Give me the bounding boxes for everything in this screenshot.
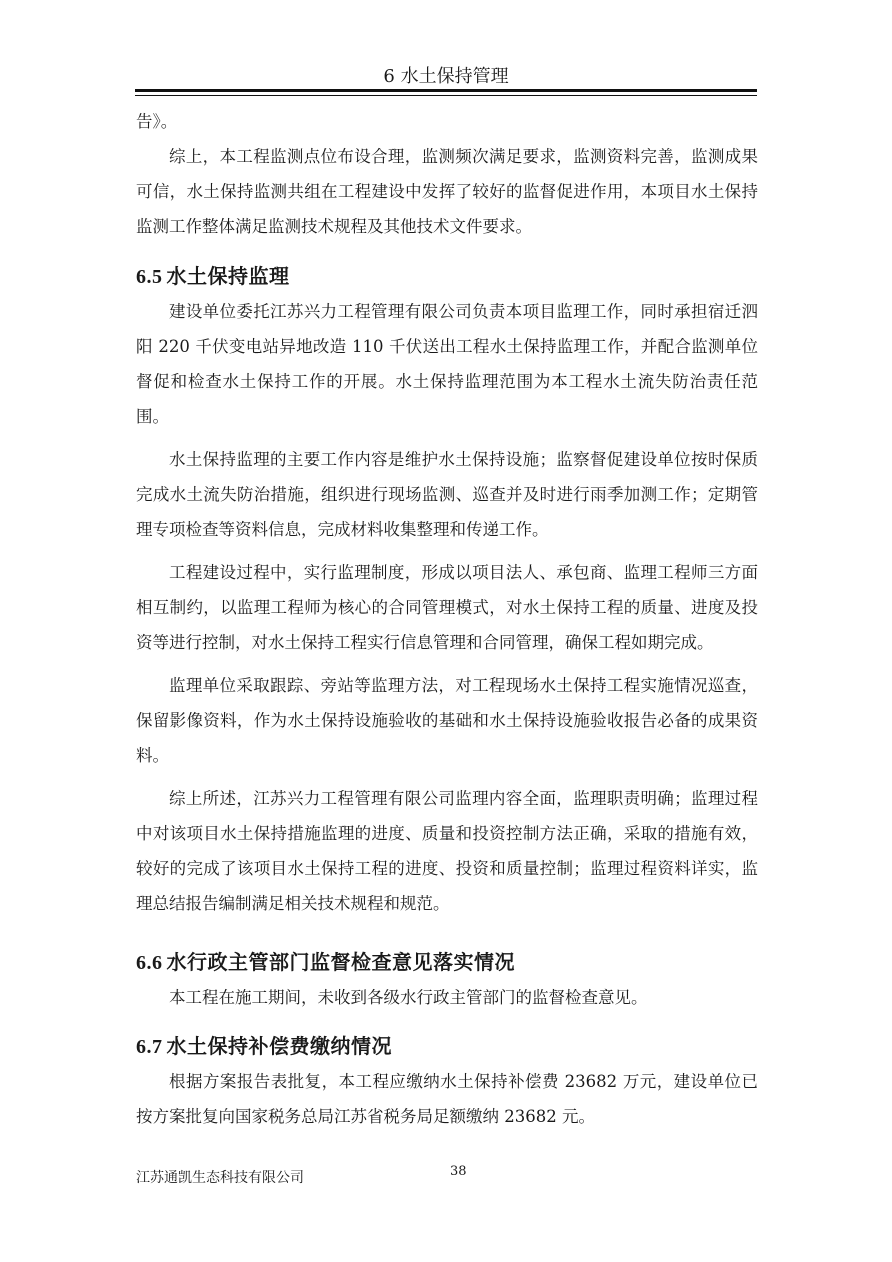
section-heading-6-5	[136, 259, 758, 294]
summary-paragraph: 综上，本工程监测点位布设合理，监测频次满足要求，监测资料完善，监测成果可信，水土保持监测共组在工程建设中发挥了较好的监督促进作用，本项目水土保持监测工作整体满足监测技术规程及其他技术文件要求。	[136, 147, 758, 236]
section-title: 水土保持监理	[166, 264, 290, 288]
body-paragraph: 水土保持监理的主要工作内容是维护水土保持设施；监察督促建设单位按时保质完成水土流失防治措施，组织进行现场监测、巡查并及时进行雨季加测工作；定期管理专项检查等资料信息，完成材料收集整理和传递工作。	[136, 450, 758, 539]
running-header: 6 水土保持管理	[383, 66, 509, 87]
page-body	[136, 104, 758, 1134]
section-title: 水行政主管部门监督检查意见落实情况	[166, 950, 515, 974]
body-paragraph: 工程建设过程中，实行监理制度，形成以项目法人、承包商、监理工程师三方面相互制约，以监理工程师为核心的合同管理模式，对水土保持工程的质量、进度及投资等进行控制，对水土保持工程实行信息管理和合同管理，确保工程如期完成。	[136, 563, 758, 652]
section-number: 6.7	[136, 1036, 163, 1058]
section-heading-6-7	[136, 1029, 758, 1064]
footer-company-name: 江苏通凯生态科技有限公司	[136, 1170, 304, 1186]
body-paragraph: 综上所述，江苏兴力工程管理有限公司监理内容全面，监理职责明确；监理过程中对该项目水土保持措施监理的进度、质量和投资控制方法正确，采取的措施有效，较好的完成了该项目水土保持工程的进度、投资和质量控制；监理过程资料详实，监理总结报告编制满足相关技术规程和规范。	[136, 789, 758, 913]
body-paragraph: 监理单位采取跟踪、旁站等监理方法，对工程现场水土保持工程实施情况巡查，保留影像资料，作为水土保持设施验收的基础和水土保持设施验收报告必备的成果资料。	[136, 676, 758, 765]
body-paragraph: 根据方案报告表批复，本工程应缴纳水土保持补偿费 23682 万元，建设单位已按方案批复向国家税务总局江苏省税务局足额缴纳 23682 元。	[136, 1072, 758, 1126]
page-footer	[136, 1164, 757, 1188]
section-number: 6.6	[136, 952, 163, 974]
header-rule-thin	[135, 95, 757, 96]
continuation-line: 告》。	[136, 112, 178, 131]
body-paragraph: 本工程在施工期间，未收到各级水行政主管部门的监督检查意见。	[169, 988, 648, 1007]
section-heading-6-6	[136, 945, 758, 980]
header-rule-thick	[135, 89, 757, 92]
page-number: 38	[450, 1164, 467, 1179]
section-number: 6.5	[136, 266, 163, 288]
section-title: 水土保持补偿费缴纳情况	[166, 1034, 392, 1058]
body-paragraph: 建设单位委托江苏兴力工程管理有限公司负责本项目监理工作，同时承担宿迁泗阳 220 千伏变电站异地改造 110 千伏送出工程水土保持监理工作，并配合监测单位督促和检查水土保持工作的开展。水土保持监理范围为本工程水土流失防治责任范围。	[136, 302, 758, 426]
